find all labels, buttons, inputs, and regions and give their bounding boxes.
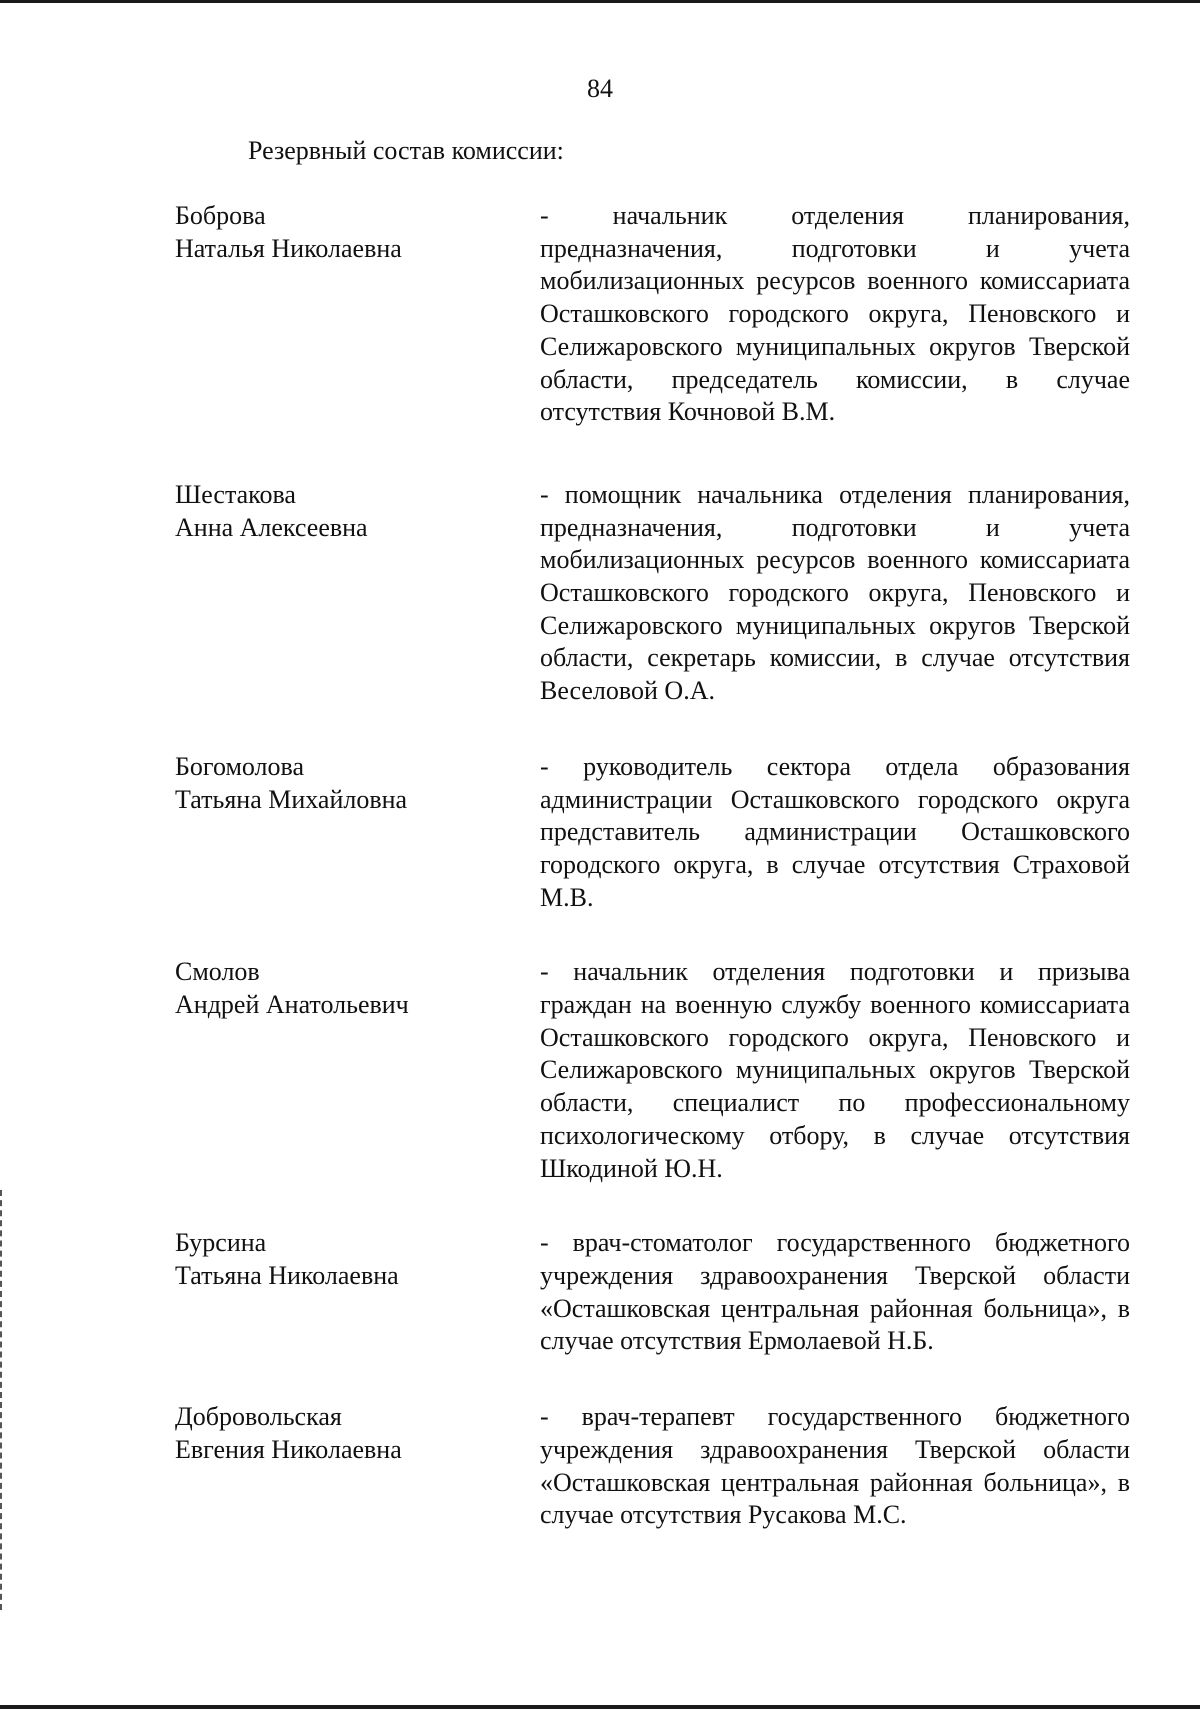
scan-margin-dashes [0, 1190, 5, 1610]
member-entry [175, 479, 1130, 708]
member-surname: Бурсина [175, 1228, 267, 1258]
member-surname: Смолов [175, 957, 260, 987]
member-given-names: Анна Алексеевна [175, 512, 368, 542]
member-given-names: Татьяна Николаевна [175, 1260, 399, 1290]
member-name [175, 1401, 540, 1466]
member-name [175, 200, 540, 265]
member-description: - руководитель сектора отдела образования администрации Осташковского городского округа представитель администрации Осташковского городского округа, в случае отсутствия Страховой М.В. [540, 751, 1130, 912]
member-surname: Добровольская [175, 1402, 342, 1432]
member-description: - врач-стоматолог государственного бюджетного учреждения здравоохранения Тверской области «Осташковская центральная районная больница», в случае отсутствия Ермолаевой Н.Б. [540, 1228, 1130, 1356]
section-title: Резервный состав комиссии: [248, 136, 564, 165]
member-name [175, 479, 540, 544]
member-list [175, 200, 1130, 1532]
member-entry [175, 1401, 1130, 1532]
member-given-names: Андрей Анатольевич [175, 990, 409, 1020]
member-surname: Боброва [175, 201, 266, 230]
member-surname: Шестакова [175, 479, 296, 509]
member-name [175, 751, 540, 816]
top-edge-rule [0, 0, 1200, 3]
bottom-edge-rule [0, 1705, 1200, 1709]
member-name [175, 956, 540, 1021]
member-given-names: Евгения Николаевна [175, 1434, 402, 1464]
member-entry [175, 956, 1130, 1185]
member-given-names: Наталья Николаевна [175, 233, 402, 263]
member-entry [175, 1227, 1130, 1358]
member-description: - помощник начальника отделения планирования, предназначения, подготовки и учета мобилизационных ресурсов военного комиссариата Осташковского городского округа, Пеновского и Селижаровского муниципальных округов Тверской области, секретарь комиссии, в случае отсутствия Веселовой О.А. [540, 479, 1130, 706]
member-surname: Богомолова [175, 751, 305, 781]
member-description: - начальник отделения планирования, предназначения, подготовки и учета мобилизационных ресурсов военного комиссариата Осташковского городского округа, Пеновского и Селижаровского муниципальных округов Тверской области, председатель комиссии, в случае отсутствия Кочновой В.М. [540, 201, 1130, 427]
member-description: - начальник отделения подготовки и призыва граждан на военную службу военного комиссариата Осташковского городского округа, Пеновского и Селижаровского муниципальных округов Тверской области, специалист по профессиональному психологическому отбору, в случае отсутствия Шкодиной Ю.Н. [540, 957, 1130, 1183]
member-entry [175, 200, 1130, 429]
member-given-names: Татьяна Михайловна [175, 784, 408, 814]
member-description: - врач-терапевт государственного бюджетного учреждения здравоохранения Тверской области «Осташковская центральная районная больница», в случае отсутствия Русакова М.С. [540, 1402, 1130, 1530]
member-name [175, 1227, 540, 1292]
member-entry [175, 751, 1130, 915]
page-number: 84 [587, 74, 613, 103]
